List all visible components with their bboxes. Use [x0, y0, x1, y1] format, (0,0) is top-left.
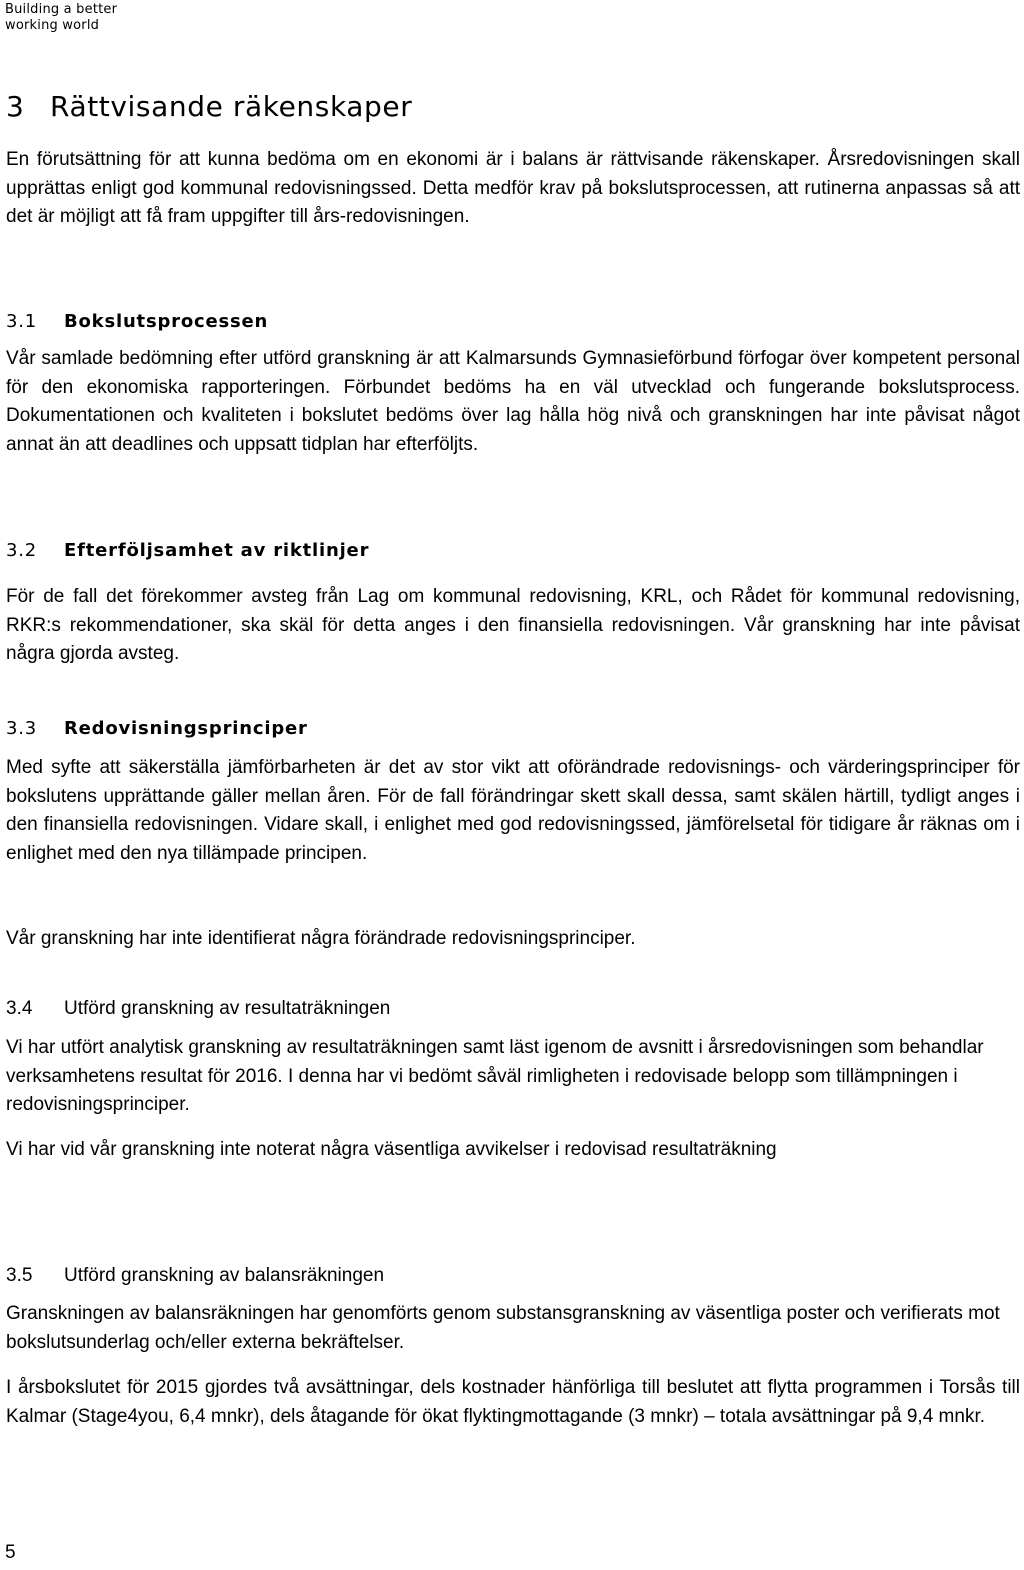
section-3-1-text: Vår samlade bedömning efter utförd granskning är att Kalmarsunds Gymnasieförbund förfogar över kompetent personal för den ekonomiska rapporteringen. Förbundet bedöms ha en väl utvecklad och fungerande bokslutsprocess. Dokumentationen och kvaliteten i bokslutet bedöms över lag hålla hög nivå och granskningen har inte påvisat något annat än att deadlines och uppsatt tidplan har efterföljts.: [6, 348, 1020, 455]
section-3-number: 3: [6, 90, 25, 123]
section-3-3-number: 3.3: [6, 718, 38, 739]
section-3-heading: [6, 90, 1020, 124]
tagline-line-1: Building a better: [5, 2, 118, 17]
section-3-5-number: 3.5: [6, 1265, 33, 1286]
section-3-2-number: 3.2: [6, 540, 38, 561]
section-3-1-title: Bokslutsprocessen: [64, 311, 269, 332]
section-3-3-heading: [6, 717, 1020, 741]
section-3-3-text-2: Vår granskning har inte identifierat några förändrade redovisningsprinciper.: [6, 928, 636, 949]
section-3-5-title: Utförd granskning av balansräkningen: [64, 1265, 385, 1286]
section-3-2-heading: [6, 539, 1020, 563]
ey-tagline: [5, 2, 117, 34]
section-3-4-title: Utförd granskning av resultaträkningen: [64, 998, 391, 1019]
section-3-4-heading: [6, 997, 1020, 1021]
section-3-4-text-2: Vi har vid vår granskning inte noterat några väsentliga avvikelser i redovisad resultaträkning: [6, 1139, 777, 1160]
section-3-5-text-1: Granskningen av balansräkningen har genomförts genom substansgranskning av väsentliga poster och verifierats mot bokslutsunderlag och/eller externa bekräftelser.: [6, 1303, 1000, 1353]
section-3-3-title: Redovisningsprinciper: [64, 718, 308, 739]
section-3-2-text: För de fall det förekommer avsteg från Lag om kommunal redovisning, KRL, och Rådet för kommunal redovisning, RKR:s rekommendationer, ska skäl för detta anges i den finansiella redovisningen. Vår granskning har inte påvisat några gjorda avsteg.: [6, 586, 1020, 664]
section-3-3-text-1: Med syfte att säkerställa jämförbarheten är det av stor vikt att oförändrade redovisnings- och värderingsprinciper för bokslutens upprättande gäller mellan åren. För de fall förändringar skett skall dessa, samt skälen härtill, tydligt anges i den finansiella redovisningen. Vidare skall, i enlighet med god redovisningssed, jämförelsetal för tidigare år räknas om i enlighet med den nya tillämpade principen.: [6, 757, 1020, 864]
section-3-5-heading: [6, 1264, 1020, 1288]
section-3-2-title: Efterföljsamhet av riktlinjer: [64, 540, 370, 561]
tagline-line-2: working world: [5, 18, 100, 33]
page-number: 5: [5, 1542, 16, 1563]
section-3-intro: En förutsättning för att kunna bedöma om en ekonomi är i balans är rättvisande räkenskaper. Årsredovisningen skall upprättas enligt god kommunal redovisningssed. Detta medför krav på bokslutsprocessen, att rutinerna anpassas så att det är möjligt att få fram uppgifter till års-redovisningen.: [6, 149, 1020, 227]
section-3-4-text-1: Vi har utfört analytisk granskning av resultaträkningen samt läst igenom de avsnitt i årsredovisningen som behandlar verksamhetens resultat för 2016. I denna har vi bedömt såväl rimligheten i redovisade belopp som tillämpningen i redovisningsprinciper.: [6, 1037, 984, 1115]
section-3-1-number: 3.1: [6, 311, 38, 332]
section-3-4-number: 3.4: [6, 998, 33, 1019]
section-3-1-heading: [6, 310, 1020, 334]
section-3-title: Rättvisande räkenskaper: [50, 90, 413, 123]
section-3-5-text-2: I årsbokslutet för 2015 gjordes två avsättningar, dels kostnader hänförliga till beslutet att flytta programmen i Torsås till Kalmar (Stage4you, 6,4 mnkr), dels åtagande för ökat flyktingmottagande (3 mnkr) – totala avsättningar på 9,4 mnkr.: [6, 1377, 1020, 1427]
